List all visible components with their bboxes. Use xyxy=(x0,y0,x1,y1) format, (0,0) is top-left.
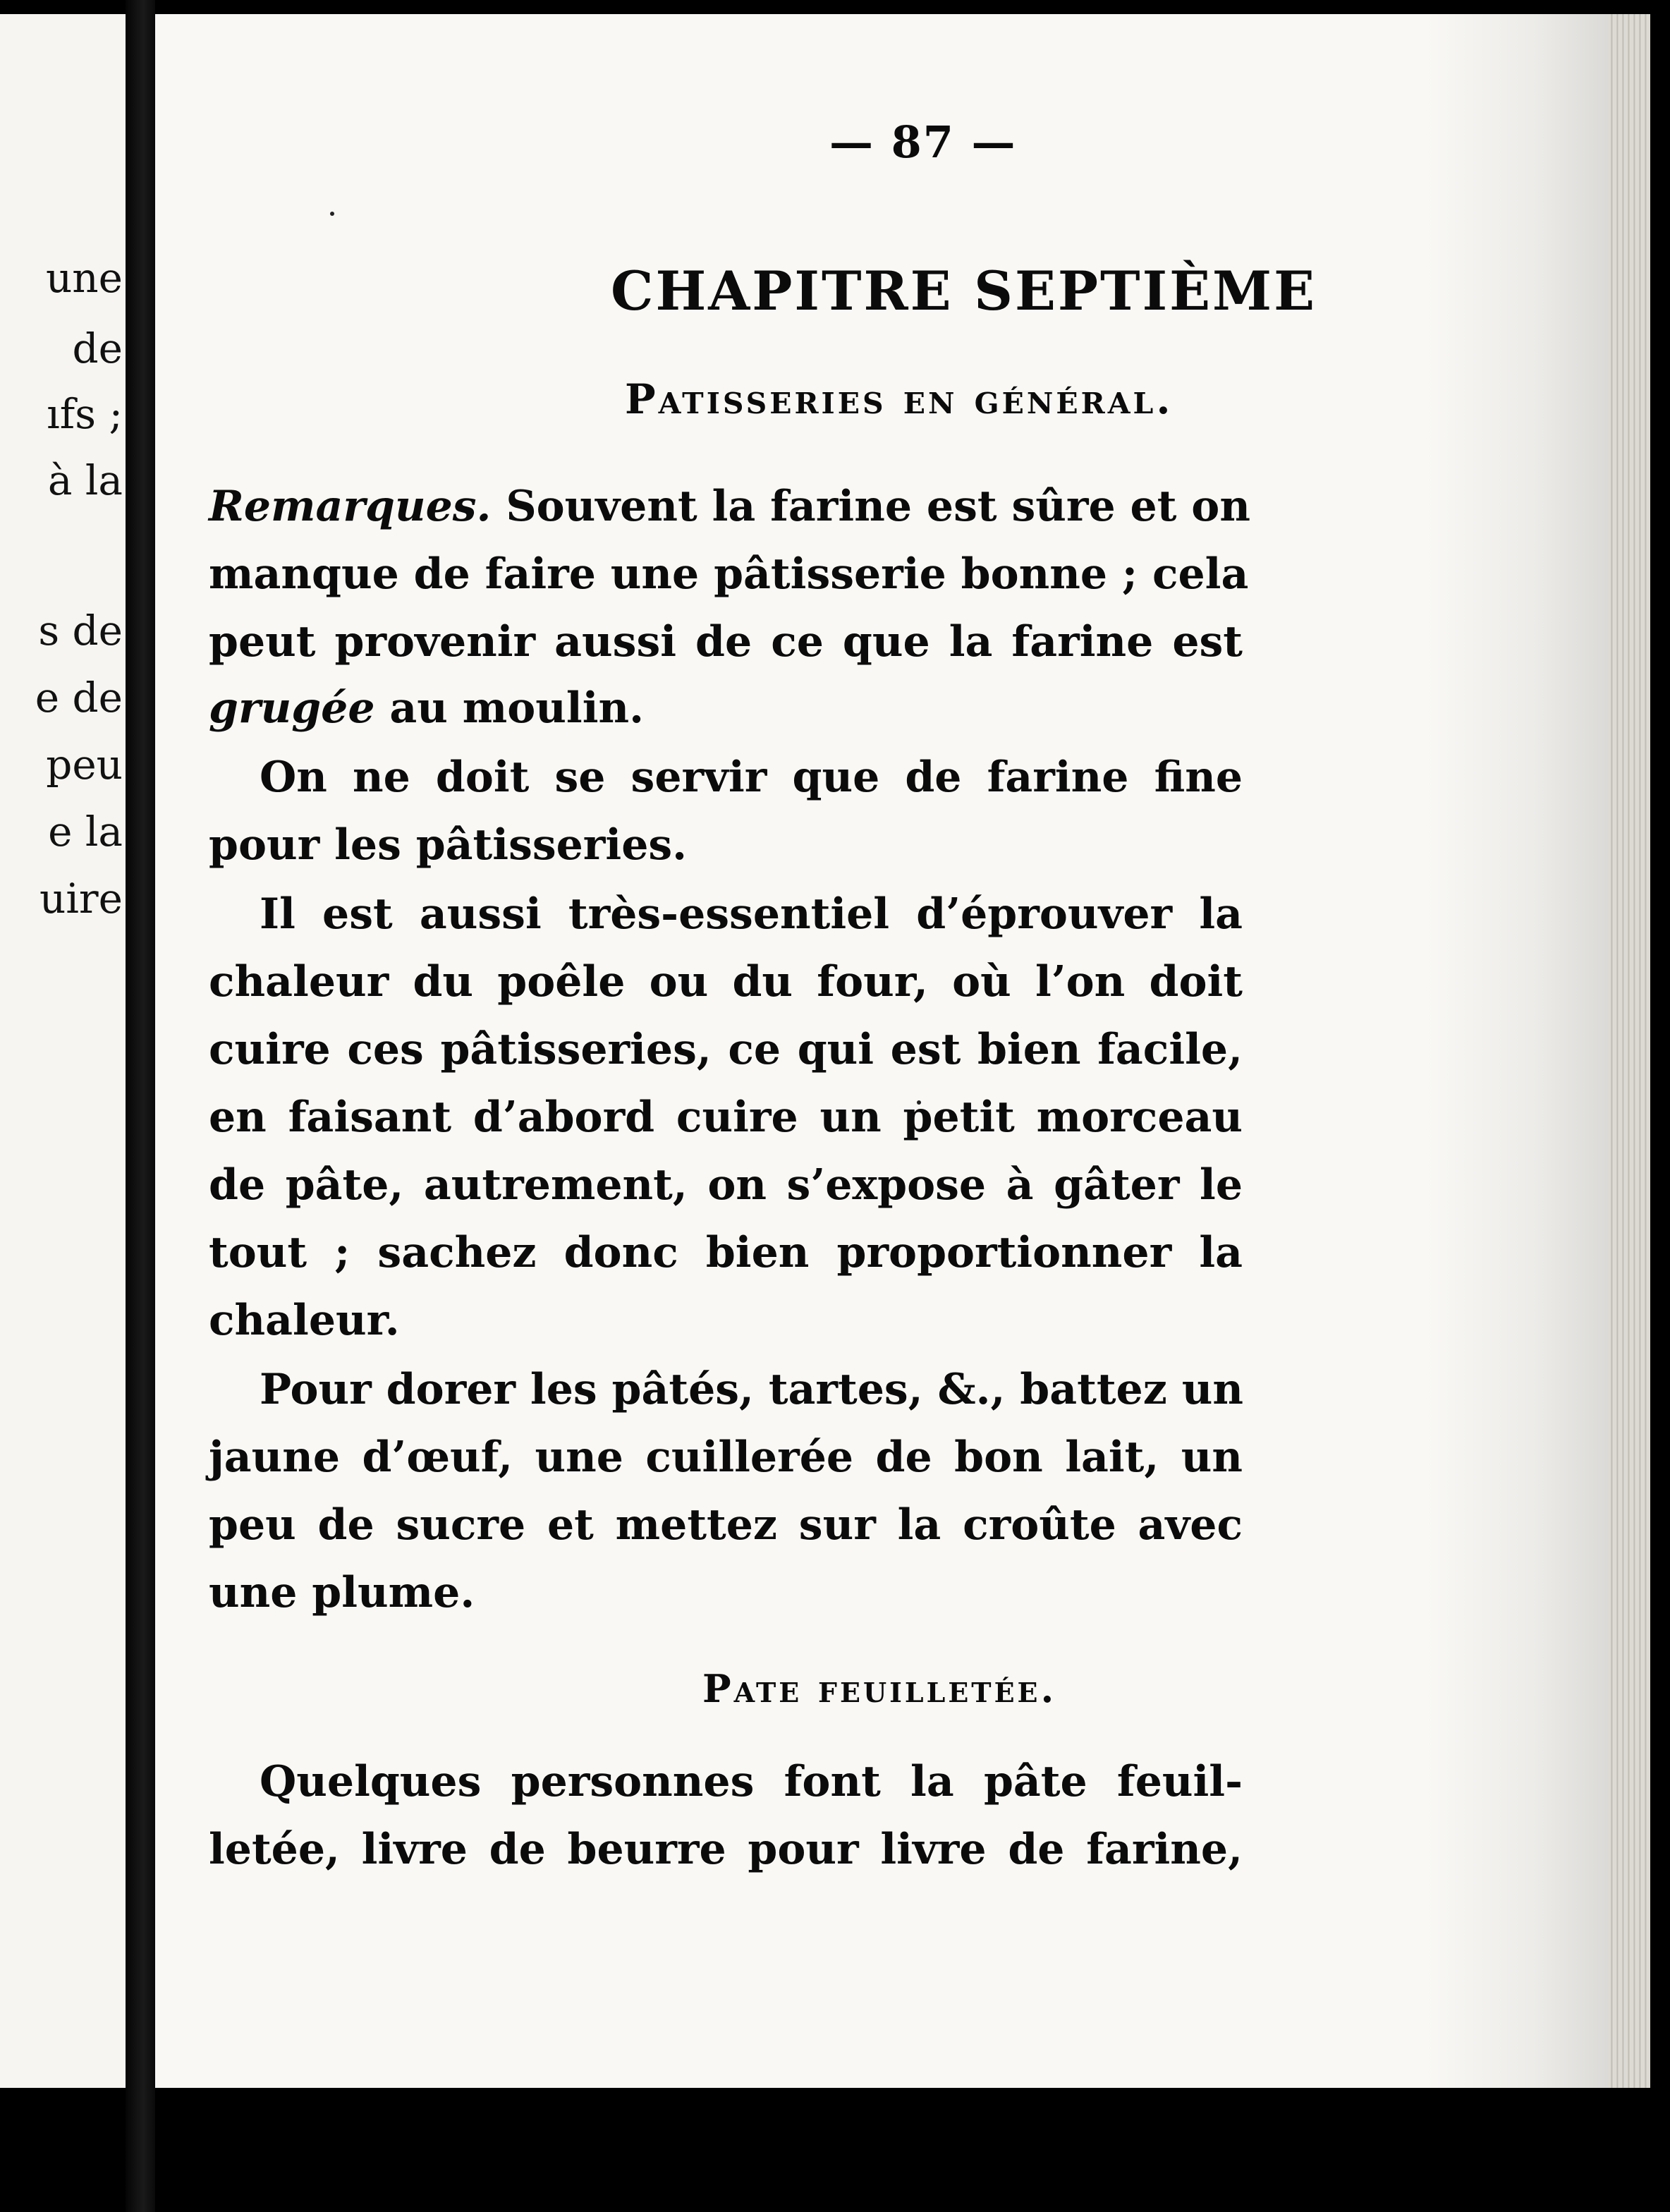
section-title: Patisseries en général. xyxy=(625,375,1174,423)
left-page-text: peu xyxy=(46,741,123,789)
page-shading xyxy=(1425,14,1608,2088)
text-line: chaleur. xyxy=(209,1296,400,1345)
text-line: peut provenir aussi de ce que la farine est xyxy=(209,617,1243,667)
left-page-text: e de xyxy=(35,674,123,722)
text-line: letée, livre de beurre pour livre de farine, xyxy=(209,1825,1243,1874)
text-line: tout ; sachez donc bien proportionner la xyxy=(209,1228,1243,1277)
chapter-title: CHAPITRE SEPTIÈME xyxy=(611,260,1317,322)
text-line: de pâte, autrement, on s’expose à gâter le xyxy=(209,1160,1243,1210)
ink-speck xyxy=(330,212,334,216)
page-edges xyxy=(1608,14,1650,2088)
text-line: jaune d’œuf, une cuillerée de bon lait, un xyxy=(209,1433,1243,1482)
text-line: Pour dorer les pâtés, tartes, &., battez un xyxy=(260,1365,1243,1414)
left-page-text: à la xyxy=(47,456,123,504)
left-page-fragment xyxy=(0,14,126,2088)
left-page-text: s de xyxy=(38,607,123,655)
left-page-text: uire xyxy=(39,875,123,923)
text-line: cuire ces pâtisseries, ce qui est bien facile, xyxy=(209,1025,1243,1074)
text-line: peu de sucre et mettez sur la croûte avec xyxy=(209,1500,1243,1550)
text-line: chaleur du poêle ou du four, où l’on doit xyxy=(209,957,1243,1007)
text-line xyxy=(209,482,1250,531)
italic-term: Remarques. xyxy=(209,482,492,531)
line-text: au moulin. xyxy=(374,683,645,733)
left-page-text: de xyxy=(72,324,123,372)
section-title: Pate feuilletée. xyxy=(702,1666,1057,1711)
text-line: Quelques personnes font la pâte feuil- xyxy=(260,1757,1243,1806)
page-number: — 87 — xyxy=(829,116,1017,168)
text-line: en faisant d’abord cuire un petit morceau xyxy=(209,1093,1243,1142)
text-line: manque de faire une pâtisserie bonne ; cela xyxy=(209,549,1249,599)
left-page-text: ıfs ; xyxy=(47,390,123,438)
left-page-text: e la xyxy=(48,808,123,856)
text-line: On ne doit se servir que de farine fine xyxy=(260,753,1243,802)
text-line: Il est aussi très-essentiel d’éprouver la xyxy=(260,889,1243,939)
text-line: une plume. xyxy=(209,1568,475,1617)
left-page-text: une xyxy=(45,254,123,302)
italic-term: grugée xyxy=(209,683,375,733)
book-gutter xyxy=(126,0,155,2212)
line-text: Souvent la farine est sûre et on xyxy=(491,482,1250,531)
text-line: pour les pâtisseries. xyxy=(209,820,688,870)
text-line xyxy=(209,683,645,733)
